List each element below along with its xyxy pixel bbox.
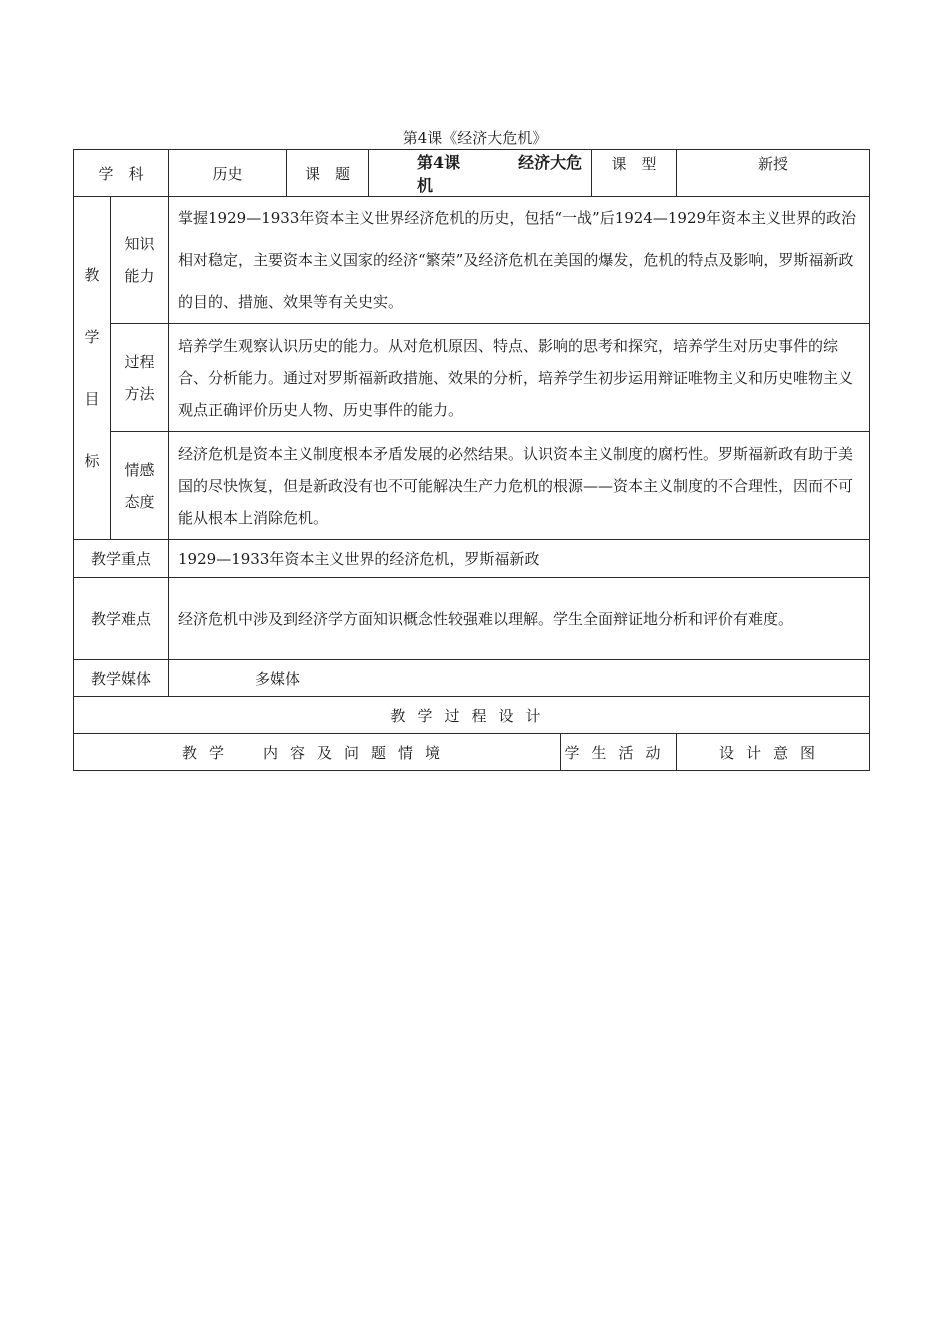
topic-lesson-name: 经济大危机 xyxy=(417,153,583,195)
subject-value: 历史 xyxy=(169,150,287,197)
process-design-title-row xyxy=(74,697,870,734)
subject-label: 学 科 xyxy=(74,150,169,197)
type-label: 课 型 xyxy=(592,150,677,197)
difficulties-row xyxy=(74,578,870,660)
media-row xyxy=(74,660,870,697)
objective-knowledge-row xyxy=(74,197,870,324)
topic-lesson-number: 第4课 xyxy=(417,153,461,172)
key-points-label: 教学重点 xyxy=(74,540,169,578)
document-title: 第4课《经济大危机》 xyxy=(402,129,548,147)
process-text: 培养学生观察认识历史的能力。从对危机原因、特点、影响的思考和探究，培养学生对历史事件的综合、分析能力。通过对罗斯福新政措施、效果的分析，培养学生初步运用辩证唯物主义和历史唯物主义观点正确评价历史人物、历史事件的能力。 xyxy=(169,324,870,432)
objective-process-row xyxy=(74,324,870,432)
process-design-title: 教学过程设计 xyxy=(74,697,870,734)
key-points-text: 1929—1933年资本主义世界的经济危机，罗斯福新政 xyxy=(169,540,870,578)
header-row xyxy=(74,150,870,197)
knowledge-text: 掌握1929—1933年资本主义世界经济危机的历史，包括“一战”后1924—1929年资本主义世界的政治相对稳定，主要资本主义国家的经济“繁荣”及经济危机在美国的爆发，危机的特点及影响，罗斯福新政的目的、措施、效果等有关史实。 xyxy=(169,197,870,324)
column-content-header: 教学 内容及问题情境 xyxy=(74,734,561,771)
knowledge-label: 知识 能力 xyxy=(111,197,169,324)
topic-label: 课 题 xyxy=(287,150,369,197)
topic-value xyxy=(369,150,592,197)
column-student-activity-header: 学生活动 xyxy=(561,734,677,771)
process-label: 过程 方法 xyxy=(111,324,169,432)
process-design-header-row xyxy=(74,734,870,771)
column-design-intent-header: 设计意图 xyxy=(677,734,870,771)
difficulties-text: 经济危机中涉及到经济学方面知识概念性较强难以理解。学生全面辩证地分析和评价有难度。 xyxy=(169,578,870,660)
difficulties-label: 教学难点 xyxy=(74,578,169,660)
lesson-plan-table xyxy=(73,149,870,771)
objectives-section-label: 教 学 目 标 xyxy=(74,197,111,540)
key-points-row xyxy=(74,540,870,578)
media-label: 教学媒体 xyxy=(74,660,169,697)
emotion-label: 情感 态度 xyxy=(111,432,169,540)
objective-emotion-row xyxy=(74,432,870,540)
media-text: 多媒体 xyxy=(169,660,870,697)
type-value: 新授 xyxy=(677,150,870,197)
emotion-text: 经济危机是资本主义制度根本矛盾发展的必然结果。认识资本主义制度的腐朽性。罗斯福新政有助于美国的尽快恢复，但是新政没有也不可能解决生产力危机的根源——资本主义制度的不合理性，因而不可能从根本上消除危机。 xyxy=(169,432,870,540)
